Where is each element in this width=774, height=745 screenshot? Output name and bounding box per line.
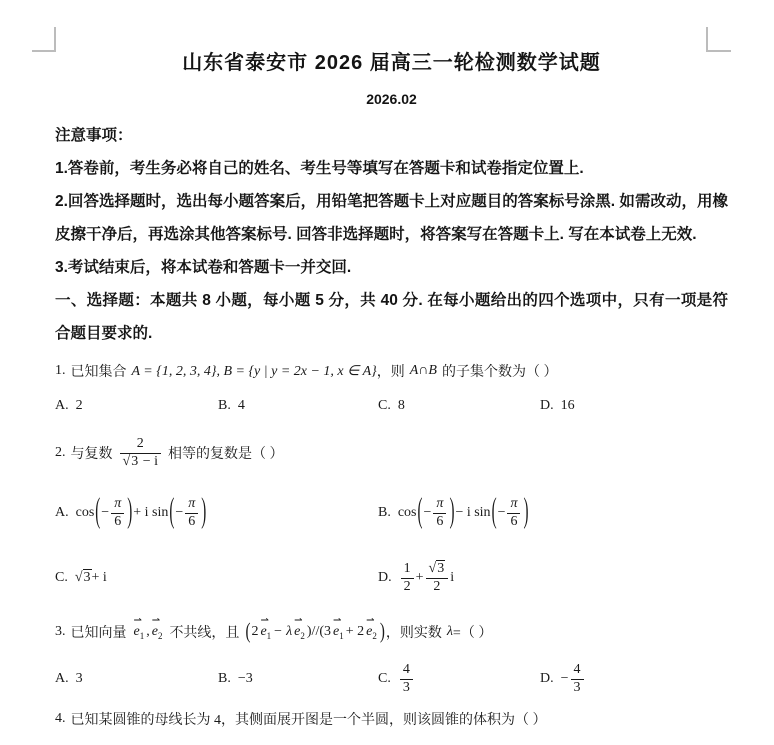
q2-opta-mid: + i sin bbox=[133, 505, 169, 520]
q3-op-1: − λ bbox=[273, 624, 293, 639]
q3-option-c-fraction: $\frac{4}{3}$ bbox=[400, 662, 413, 695]
q1-number: 1. bbox=[55, 363, 66, 378]
comma: , bbox=[146, 624, 150, 639]
q2-option-d-label: D. bbox=[378, 570, 392, 585]
vector-e1: ⇀ $e_1$ bbox=[134, 624, 145, 641]
q3-coef-1: 2 bbox=[251, 624, 259, 639]
vector-e2: ⇀ $e_2$ bbox=[152, 624, 163, 641]
open-paren: ( bbox=[169, 493, 175, 531]
q2-optb-cos: cos bbox=[397, 505, 417, 520]
question-2-stem bbox=[55, 429, 728, 477]
q1-text-mid: ，则 bbox=[376, 365, 405, 380]
question-1-stem bbox=[55, 355, 728, 387]
q3-option-a bbox=[55, 671, 218, 687]
q2-option-b-label: B. bbox=[378, 505, 391, 520]
q2-option-c-label: C. bbox=[55, 570, 68, 585]
minus-sign: − bbox=[101, 505, 110, 520]
q3-option-d-label: D. bbox=[540, 671, 554, 686]
q1-math-intersection: A∩B bbox=[409, 363, 437, 378]
q1-option-b bbox=[218, 398, 378, 414]
q2-option-a-label: A. bbox=[55, 505, 69, 520]
minus-sign: − bbox=[560, 671, 569, 686]
vector-e2: ⇀ $e_2$ bbox=[294, 624, 305, 641]
q1-option-a-value: 2 bbox=[75, 398, 83, 413]
q3-parallel: )//( bbox=[306, 624, 324, 639]
q2-option-d bbox=[378, 561, 728, 594]
crop-mark-top-left bbox=[32, 27, 56, 52]
q2-optd-frac-2: $\frac{√3}{2}$ bbox=[426, 561, 449, 594]
q2-opta-cos: cos bbox=[75, 505, 95, 520]
notice-item-1: 1.答卷前，考生务必将自己的姓名、考生号等填写在答题卡和试卷指定位置上. bbox=[55, 160, 584, 177]
q1-option-d bbox=[540, 398, 728, 414]
plus-sign: + bbox=[415, 570, 424, 585]
q2-complex-fraction bbox=[120, 436, 161, 469]
q3-op-2: + 2 bbox=[345, 624, 365, 639]
q2-fraction-denominator bbox=[120, 453, 161, 470]
q3-option-d bbox=[540, 662, 728, 695]
pi-over-6-fraction: $\frac{\pi}{6}$ bbox=[185, 496, 198, 529]
radical-sign: √ bbox=[122, 453, 131, 469]
exam-date: 2026.02 bbox=[366, 91, 417, 107]
q2-text-pre: 与复数 bbox=[70, 447, 113, 462]
q1-option-a-label: A. bbox=[55, 398, 69, 413]
q1-option-a bbox=[55, 398, 218, 414]
radical-sign: √ bbox=[428, 561, 437, 577]
notice-item-3: 3.考试结束后，将本试卷和答题卡一并交回. bbox=[55, 259, 352, 276]
q3-option-b-label: B. bbox=[218, 671, 231, 686]
q2-number: 2. bbox=[55, 445, 66, 460]
q2-sqrt-arg: 3 bbox=[131, 453, 139, 469]
q3-text-pre: 已知向量 bbox=[70, 626, 127, 641]
q2-text-post: 相等的复数是（ ） bbox=[167, 447, 284, 462]
q2-option-b bbox=[378, 493, 728, 531]
q2-optd-frac-1: $\frac{1}{2}$ bbox=[401, 561, 414, 594]
q3-option-b bbox=[218, 671, 378, 687]
close-paren: ) bbox=[523, 493, 529, 531]
q3-option-b-value: −3 bbox=[237, 671, 253, 686]
open-paren: ( bbox=[417, 493, 423, 531]
q1-option-b-value: 4 bbox=[237, 398, 245, 413]
vector-e2: ⇀ $e_2$ bbox=[366, 624, 377, 641]
q3-option-c-label: C. bbox=[378, 671, 391, 686]
question-1-options bbox=[55, 396, 728, 416]
q2-option-a bbox=[55, 493, 378, 531]
crop-mark-top-right bbox=[706, 27, 731, 52]
q3-text-post: ，则实数 bbox=[385, 626, 442, 641]
q3-option-a-label: A. bbox=[55, 671, 69, 686]
q1-option-c-value: 8 bbox=[397, 398, 405, 413]
close-paren: ) bbox=[449, 493, 455, 531]
open-paren: ( bbox=[245, 619, 251, 644]
q1-text-post: 的子集个数为（ ） bbox=[441, 365, 558, 380]
q3-option-c bbox=[378, 662, 540, 695]
pi-over-6-fraction: $\frac{\pi}{6}$ bbox=[433, 496, 446, 529]
q2-optc-tail: + i bbox=[91, 570, 107, 585]
q2-optc-sqrt: √3 bbox=[74, 570, 91, 585]
page-title: 山东省泰安市 2026 届高三一轮检测数学试题 bbox=[182, 52, 601, 74]
q2-option-c bbox=[55, 570, 378, 586]
question-2-options-row-1 bbox=[55, 482, 728, 544]
q1-math-sets: A = {1, 2, 3, 4}, B = {y | y = 2x − 1, x ∈ A} bbox=[131, 363, 377, 379]
question-3-options bbox=[55, 659, 728, 699]
q1-option-d-label: D. bbox=[540, 398, 554, 413]
minus-sign: − bbox=[423, 505, 432, 520]
minus-sign: − bbox=[175, 505, 184, 520]
question-2-options-row-2 bbox=[55, 553, 728, 603]
close-paren: ) bbox=[127, 493, 133, 531]
q2-optd-tail: i bbox=[450, 570, 455, 585]
q4-text: 已知某圆锥的母线长为 4，其侧面展开图是一个半圆，则该圆锥的体积为（ ） bbox=[70, 713, 547, 728]
q2-fraction-numerator: 2 bbox=[136, 436, 144, 452]
notice-item-2: 2.回答选择题时，选出每小题答案后，用铅笔把答题卡上对应题目的答案标号涂黑. 如需改动，用橡皮擦干净后，再选涂其他答案标号. 回答非选择题时，将答案写在答题卡上. 写在本试卷上无效. bbox=[55, 193, 728, 243]
q2-optb-mid: − i sin bbox=[455, 505, 491, 520]
q1-option-c-label: C. bbox=[378, 398, 391, 413]
question-4-stem bbox=[55, 708, 728, 730]
notice-heading: 注意事项： bbox=[55, 127, 133, 144]
minus-sign: − bbox=[497, 505, 506, 520]
close-paren: ) bbox=[201, 493, 207, 531]
q3-number: 3. bbox=[55, 624, 66, 639]
q1-text-pre: 已知集合 bbox=[70, 365, 127, 380]
radical-sign: √ bbox=[74, 570, 83, 585]
q1-option-d-value: 16 bbox=[560, 398, 575, 413]
open-paren: ( bbox=[95, 493, 101, 531]
q2-den-tail: − i bbox=[139, 453, 158, 469]
q3-coef-2: 3 bbox=[324, 624, 331, 639]
q3-option-a-value: 3 bbox=[75, 671, 83, 686]
q4-number: 4. bbox=[55, 711, 66, 726]
q3-lambda: λ bbox=[446, 624, 453, 639]
vector-e1: ⇀ $e_1$ bbox=[260, 624, 271, 641]
pi-over-6-fraction: $\frac{\pi}{6}$ bbox=[111, 496, 124, 529]
open-paren: ( bbox=[491, 493, 497, 531]
q3-option-d-fraction: $\frac{4}{3}$ bbox=[571, 662, 584, 695]
q1-option-b-label: B. bbox=[218, 398, 231, 413]
pi-over-6-fraction: $\frac{\pi}{6}$ bbox=[507, 496, 520, 529]
close-paren: ) bbox=[379, 619, 385, 644]
question-3-stem bbox=[55, 616, 728, 648]
section-heading: 一、选择题：本题共 8 小题，每小题 5 分，共 40 分. 在每小题给出的四个选项中，只有一项是符合题目要求的. bbox=[55, 292, 728, 342]
q1-option-c bbox=[378, 398, 540, 414]
q3-text-tail: =（ ） bbox=[452, 626, 493, 641]
q3-text-mid: 不共线，且 bbox=[169, 626, 240, 641]
vector-e1: ⇀ $e_1$ bbox=[333, 624, 344, 641]
